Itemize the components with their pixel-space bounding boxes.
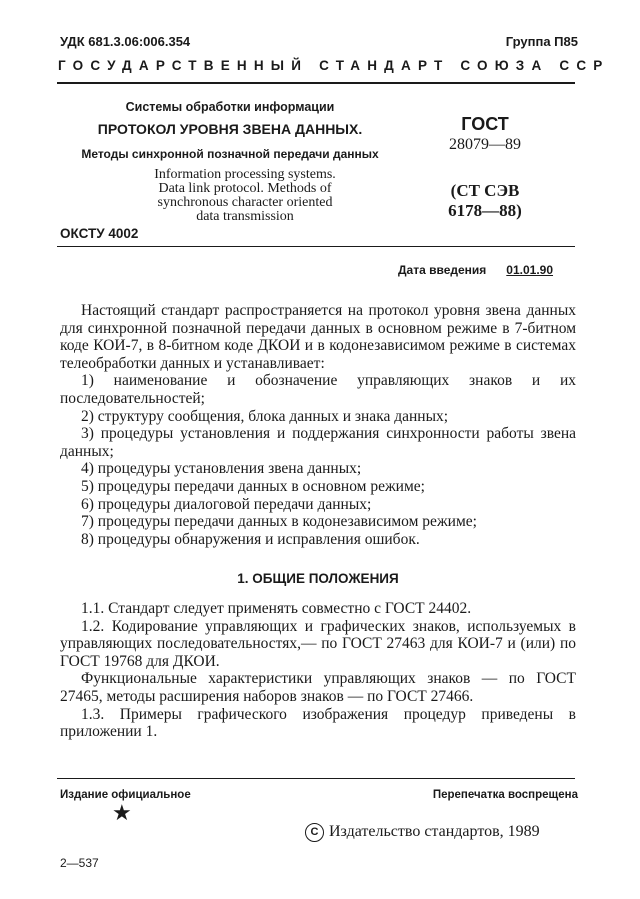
list-item: 7) процедуры передачи данных в кодонезависимом режиме;	[81, 513, 477, 531]
general-provisions	[60, 600, 576, 741]
header-divider	[57, 82, 575, 84]
copyright-text: Издательство стандартов, 1989	[329, 823, 540, 840]
clause-paragraph: 1.1. Стандарт следует применять совместно с ГОСТ 24402.	[81, 600, 472, 617]
introduction-date	[398, 263, 553, 277]
official-edition-label: Издание официальное	[60, 789, 191, 801]
list-item: 1) наименование и обозначение управляющих знаков и их последовательностей;	[60, 372, 576, 407]
clause-paragraph: 1.3. Примеры графического изображения процедур приведены в приложении 1.	[60, 705, 576, 741]
list-item: 6) процедуры диалоговой передачи данных;	[81, 495, 372, 513]
list-item: 2) структуру сообщения, блока данных и знака данных;	[81, 407, 449, 425]
footer-divider	[57, 778, 575, 779]
list-item: 5) процедуры передачи данных в основном режиме;	[81, 477, 425, 495]
english-title-line: Information processing systems.	[154, 167, 336, 182]
st-sev-reference	[400, 181, 570, 221]
gost-number: 28079—89	[449, 136, 521, 153]
list-item: 3) процедуры установления и поддержания синхронности работы звена данных;	[60, 425, 576, 460]
star-icon: ★	[112, 800, 132, 825]
english-title	[140, 168, 350, 224]
system-title: Системы обработки информации	[125, 100, 335, 114]
st-sev-line: 6178—88)	[448, 201, 522, 220]
reprint-prohibited-label: Перепечатка воспрещена	[432, 789, 578, 801]
st-sev-line: (СТ СЭВ	[450, 181, 520, 200]
scope-section	[60, 302, 576, 548]
copyright-icon: С	[305, 823, 324, 842]
clause-paragraph: 1.2. Кодирование управляющих и графических знаков, используемых в управляющих последовательностях,— по ГОСТ 27463 для КОИ-7 и (или) по ГОСТ 19768 для ДКОИ.	[60, 617, 576, 670]
scope-paragraph: Настоящий стандарт распространяется на протокол уровня звена данных для синхронной позначной передачи данных в основном режиме в 7-битном коде КОИ-7, в 8-битном коде ДКОИ и в кодонезависимом режиме в системах телеобработки данных и устанавливает:	[60, 302, 576, 372]
english-title-line: synchronous character oriented	[157, 195, 333, 210]
methods-title: Методы синхронной позначной передачи данных	[81, 147, 379, 161]
protocol-title: ПРОТОКОЛ УРОВНЯ ЗВЕНА ДАННЫХ.	[97, 121, 363, 137]
gost-label: ГОСТ	[461, 114, 509, 134]
introduction-date-label: Дата введения	[398, 263, 487, 277]
introduction-date-value: 01.01.90	[506, 263, 554, 277]
list-item: 8) процедуры обнаружения и исправления ошибок.	[81, 530, 420, 548]
copyright-line	[305, 823, 540, 842]
print-code: 2—537	[60, 856, 99, 870]
english-title-line: data transmission	[196, 209, 294, 224]
state-standard-banner: ГОСУДАРСТВЕННЫЙ СТАНДАРТ СОЮЗА ССР	[58, 58, 610, 73]
section-heading: 1. ОБЩИЕ ПОЛОЖЕНИЯ	[237, 571, 399, 586]
udk-code: УДК 681.3.06:006.354	[60, 34, 191, 49]
group-code: Группа П85	[505, 34, 578, 49]
title-divider	[57, 246, 575, 247]
okstu-code: ОКСТУ 4002	[60, 226, 139, 241]
clause-paragraph: Функциональные характеристики управляющих знаков — по ГОСТ 27465, методы расширения наборов знаков — по ГОСТ 27466.	[60, 670, 576, 705]
list-item: 4) процедуры установления звена данных;	[81, 460, 362, 478]
english-title-line: Data link protocol. Methods of	[158, 181, 332, 196]
